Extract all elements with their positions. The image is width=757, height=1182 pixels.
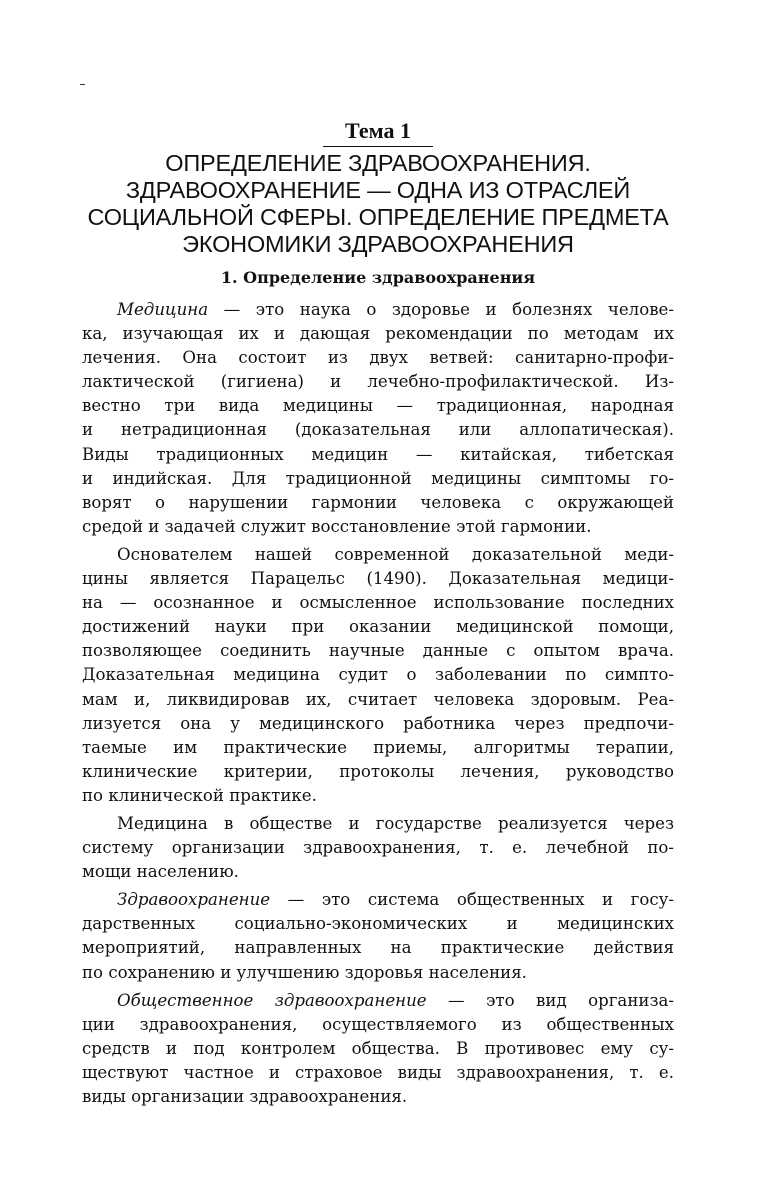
paragraph [82, 812, 674, 884]
text-line: и индийская. Для традиционной медицины симптомы го- [82, 468, 674, 488]
text-line: Основателем нашей современной доказательной меди- [117, 544, 674, 564]
chapter-title-line: ОПРЕДЕЛЕНИЕ ЗДРАВООХРАНЕНИЯ. [165, 150, 591, 176]
text-line: средой и задачей служит восстановление этой гармонии. [82, 516, 592, 536]
body-text [82, 298, 674, 1113]
text-line: Медицина — это наука о здоровье и болезнях челове- [117, 300, 674, 319]
text-line: ции здравоохранения, осуществляемого из общественных [82, 1014, 674, 1034]
text-line: систему организации здравоохранения, т. е. лечебной по- [82, 838, 674, 858]
text-line: лизуется она у медицинского работника через предпочи- [82, 713, 674, 733]
text-line: лактической (гигиена) и лечебно-профилактической. Из- [82, 372, 674, 392]
text-line: мероприятий, направленных на практические действия [82, 938, 674, 958]
text-line: достижений науки при оказании медицинской помощи, [82, 617, 674, 637]
text-line: позволяющее соединить научные данные с опытом врача. [82, 641, 674, 661]
paragraph [82, 888, 674, 984]
text-line: по клинической практике. [82, 785, 317, 805]
text-line: ворят о нарушении гармонии человека с окружающей [82, 492, 674, 512]
text-line: цины является Парацельс (1490). Доказательная медици- [82, 569, 674, 589]
text-line: Доказательная медицина судит о заболевании по симпто- [82, 665, 674, 685]
text-line: ществуют частное и страховое виды здравоохранения, т. е. [82, 1062, 674, 1082]
text-line: Виды традиционных медицин — китайская, тибетская [82, 444, 674, 464]
text-line: вестно три вида медицины — традиционная, народная [82, 396, 674, 416]
text-line: Здравоохранение — это система общественных и госу- [117, 890, 674, 910]
chapter-title-line: ЗДРАВООХРАНЕНИЕ — ОДНА ИЗ ОТРАСЛЕЙ [125, 177, 631, 203]
chapter-title-line: СОЦИАЛЬНОЙ СФЕРЫ. ОПРЕДЕЛЕНИЕ ПРЕДМЕТА [87, 204, 669, 230]
topic-label: Тема 1 [82, 118, 674, 147]
paragraph [82, 298, 674, 539]
paragraph [82, 989, 674, 1109]
text-line: ка, изучающая их и дающая рекомендации по методам их [82, 324, 674, 344]
text-line: по сохранению и улучшению здоровья населения. [82, 962, 527, 982]
text-line: таемые им практические приемы, алгоритмы терапии, [82, 737, 674, 757]
text-line: Общественное здравоохранение — это вид организа- [117, 990, 674, 1010]
term: Здравоохранение [117, 890, 271, 910]
text-line: клинические критерии, протоколы лечения, руководство [82, 761, 674, 781]
corner-mark [80, 84, 85, 85]
text-line: Медицина в обществе и государстве реализуется через [117, 813, 674, 833]
term: Общественное здравоохранение [117, 990, 427, 1010]
text-line: на — осознанное и осмысленное использование последних [82, 593, 674, 613]
text-line: лечения. Она состоит из двух ветвей: санитарно-профи- [82, 348, 674, 368]
section-heading: 1. Определение здравоохранения [220, 268, 536, 287]
paragraph [82, 543, 674, 808]
term: Медицина [117, 300, 209, 319]
text-line: мощи населению. [82, 862, 239, 882]
text-line: дарственных социально-экономических и медицинских [82, 914, 674, 934]
text-line: мам и, ликвидировав их, считает человека здоровым. Реа- [82, 689, 674, 709]
chapter-title-line: ЭКОНОМИКИ ЗДРАВООХРАНЕНИЯ [182, 231, 574, 257]
text-line: средств и под контролем общества. В противовес ему су- [82, 1038, 674, 1058]
chapter-title [82, 150, 674, 258]
text-line: и нетрадиционная (доказательная или аллопатическая). [82, 420, 674, 440]
text-line: виды организации здравоохранения. [82, 1087, 408, 1106]
